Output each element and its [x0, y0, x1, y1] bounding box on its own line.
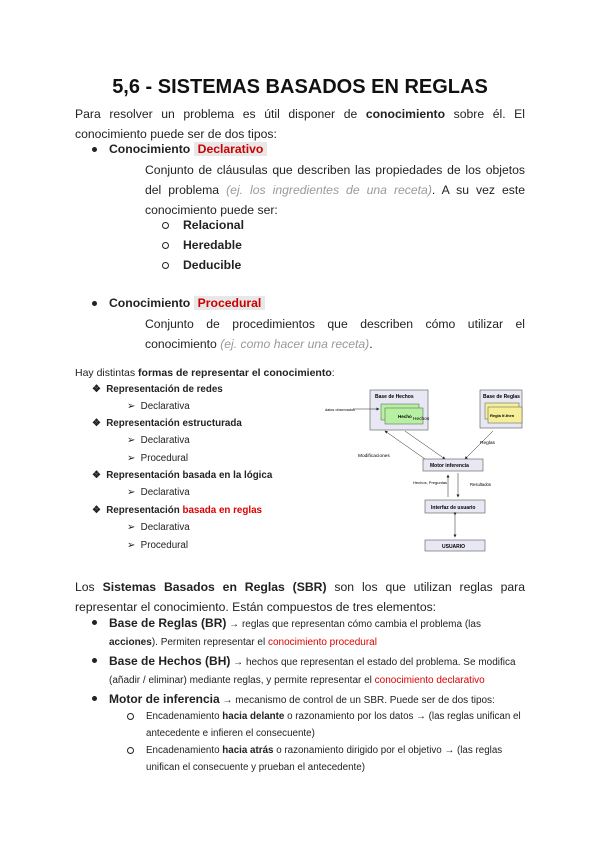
reglas-label: Reglas	[480, 441, 495, 446]
usuario-label: USUARIO	[442, 544, 466, 550]
interfaz-label: Interfaz de usuario	[431, 505, 476, 511]
rep-logica: ❖ Representación basada en la lógica	[92, 470, 273, 481]
bullet-base-hechos: Base de Hechos (BH) → hechos que representan el estado del problema. Se modifica (añadir / eliminar) mediante reglas, y permite representar el conocimiento declarativo	[92, 652, 526, 690]
encadenamiento-delante: Encadenamiento hacia delante o razonamiento por los datos → (las reglas unifican el antecedente e infieren el consecuente)	[127, 708, 526, 742]
datos-label: datos observados	[325, 408, 355, 412]
rep-reglas-declarativa: ➢ Declarativa	[127, 522, 190, 533]
rep-estructurada-declarativa: ➢ Declarativa	[127, 435, 190, 446]
rep-reglas: ❖ Representación basada en reglas	[92, 505, 262, 516]
rep-reglas-procedural: ➢ Procedural	[127, 540, 189, 551]
tag-declarativo: Declarativo	[194, 142, 268, 156]
tag-procedural: Procedural	[194, 296, 266, 310]
bullet-dot-icon	[92, 147, 97, 152]
type-deducible: Deducible	[162, 258, 241, 272]
modificaciones-label: Modificaciones	[358, 454, 390, 459]
page-title: 5,6 - SISTEMAS BASADOS EN REGLAS	[112, 76, 488, 98]
rep-estructurada-procedural: ➢ Procedural	[127, 453, 189, 464]
rep-redes: ❖ Representación de redes	[92, 384, 223, 395]
bullet-motor-inferencia: Motor de inferencia → mecanismo de control de un SBR. Puede ser de dos tipos:	[92, 690, 526, 710]
type-heredable: Heredable	[162, 238, 242, 252]
intro-paragraph: Para resolver un problema es útil disponer de conocimiento sobre él. El conocimiento puede ser de dos tipos:	[75, 107, 525, 141]
sbr-diagram	[325, 387, 525, 557]
hechos-label: Hechos	[413, 417, 430, 422]
bullet-base-reglas: Base de Reglas (BR) → reglas que representan cómo cambia el problema (las acciones). Permiten representar el conocimiento procedural	[92, 614, 526, 652]
hecho-label: Hecho	[398, 414, 412, 419]
bullet-procedural: Conocimiento Procedural	[92, 296, 265, 310]
sbr-paragraph: Los Sistemas Basados en Reglas (SBR) son los que utilizan reglas para representar el conocimiento. Están compuestos de tres elementos:	[75, 580, 526, 614]
declarativo-description: Conjunto de cláusulas que describen las propiedades de los objetos del problema (ej. los ingredientes de una receta). A su vez este conocimiento puede ser:	[145, 163, 525, 217]
type-relacional: Relacional	[162, 218, 244, 232]
forms-intro: Hay distintas formas de representar el conocimiento:	[75, 367, 335, 379]
rep-estructurada: ❖ Representación estructurada	[92, 418, 242, 429]
procedural-description: Conjunto de procedimientos que describen cómo utilizar el conocimiento (ej. como hacer una receta).	[145, 317, 525, 351]
preguntas-label: Hechos, Preguntas	[413, 480, 448, 485]
bullet-declarativo: Conocimiento Declarativo	[92, 142, 267, 156]
encadenamiento-atras: Encadenamiento hacia atrás o razonamiento dirigido por el objetivo → (las reglas unifican el consecuente y prueban el antecedente)	[127, 742, 526, 776]
base-hechos-label: Base de Hechos	[375, 394, 414, 400]
bullet-dot-icon	[92, 301, 97, 306]
rep-redes-declarativa: ➢ Declarativa	[127, 401, 190, 412]
rep-logica-declarativa: ➢ Declarativa	[127, 487, 190, 498]
base-reglas-label: Base de Reglas	[483, 394, 520, 400]
motor-label: Motor inferencia	[430, 463, 469, 469]
regla-label: Regla If-then	[490, 413, 515, 418]
resultados-label: Resultados	[470, 482, 491, 487]
